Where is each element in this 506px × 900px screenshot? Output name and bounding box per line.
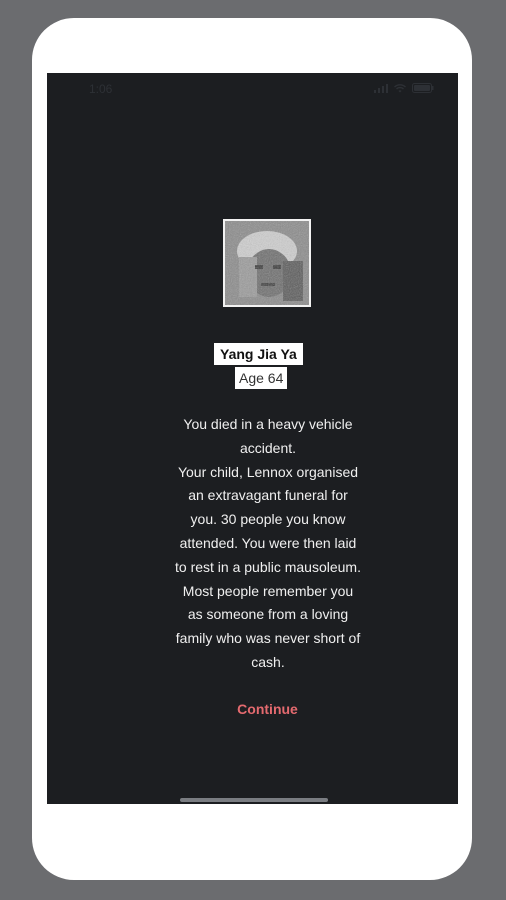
battery-icon xyxy=(412,83,434,93)
app-screen xyxy=(47,73,458,804)
portrait-image xyxy=(225,221,309,305)
character-name: Yang Jia Ya xyxy=(214,343,303,365)
signal-icon xyxy=(374,84,388,93)
avatar xyxy=(223,219,311,307)
status-icons xyxy=(374,83,434,93)
continue-button[interactable]: Continue xyxy=(237,701,298,717)
status-time: 1:06 xyxy=(89,82,113,96)
home-indicator[interactable] xyxy=(180,798,328,802)
wifi-icon xyxy=(394,84,406,93)
character-age: Age 64 xyxy=(235,367,287,389)
death-story-text: You died in a heavy vehicle accident. Your child, Lennox organised an extravagant funeral for you. 30 people you know attended. You were then laid to rest in a public mausoleum. Most people remember you as someone from a loving family who was never short of cash. xyxy=(175,416,361,670)
status-bar xyxy=(47,73,458,103)
